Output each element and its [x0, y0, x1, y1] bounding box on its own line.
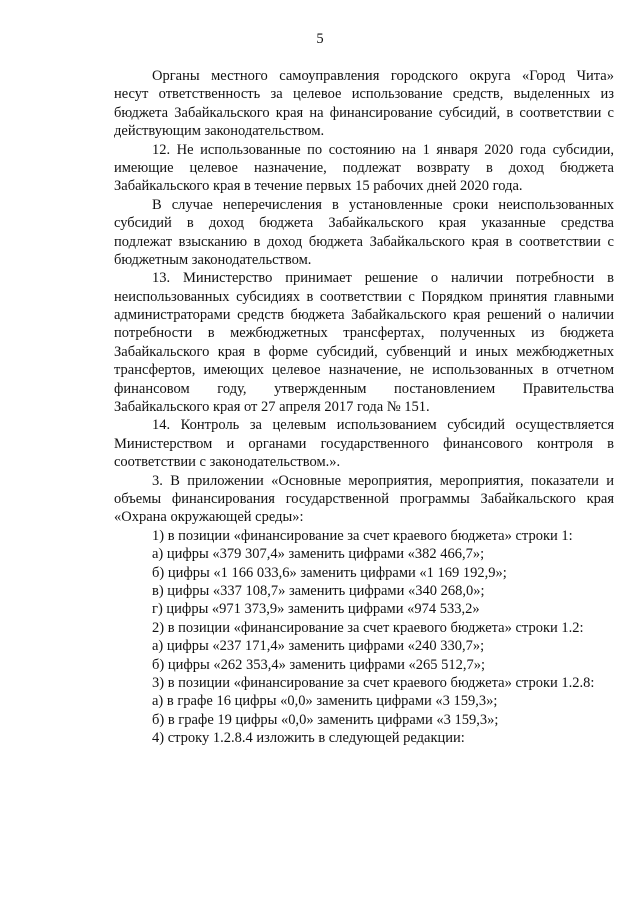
text-line: несут ответственность за целевое использование средств, выделенных из [114, 86, 614, 103]
text-line: 3. В приложении «Основные мероприятия, мероприятия, показатели и [152, 472, 614, 489]
text-line: трансфертов, имеющих целевое назначение, не использованных в отчетном [114, 362, 614, 379]
text-line: неиспользованных субсидиях в соответствии с Порядком принятия главными [114, 288, 614, 305]
text-line: Забайкальского края в форме субсидий, субвенций и иных межбюджетных [114, 343, 614, 360]
text-line: а) цифры «237 171,4» заменить цифрами «240 330,7»; [152, 638, 485, 655]
text-line: субсидий в доход бюджета Забайкальского края указанные средства [114, 215, 614, 232]
text-line: бюджета Забайкальского края на финансирование субсидий, в соответствии с [114, 104, 614, 121]
text-line: 14. Контроль за целевым использованием субсидий осуществляется [152, 417, 614, 434]
text-line: а) цифры «379 307,4» заменить цифрами «382 466,7»; [152, 546, 485, 563]
text-line: 12. Не использованные по состоянию на 1 января 2020 года субсидии, [152, 141, 614, 158]
text-line: подлежат взысканию в доход бюджета Забайкальского края в соответствии с [114, 233, 614, 250]
text-line: 2) в позиции «финансирование за счет краевого бюджета» строки 1.2: [152, 619, 584, 636]
text-line: 3) в позиции «финансирование за счет краевого бюджета» строки 1.2.8: [152, 674, 595, 691]
text-line: б) цифры «1 166 033,6» заменить цифрами «1 169 192,9»; [152, 564, 507, 581]
text-line: бюджетным законодательством. [114, 251, 312, 268]
text-line: б) цифры «262 353,4» заменить цифрами «265 512,7»; [152, 656, 486, 673]
text-line: объемы финансирования государственной программы Забайкальского края [114, 490, 614, 507]
text-line: в) цифры «337 108,7» заменить цифрами «340 268,0»; [152, 582, 485, 599]
text-line: г) цифры «971 373,9» заменить цифрами «974 533,2» [152, 601, 480, 618]
text-line: а) в графе 16 цифры «0,0» заменить цифрами «3 159,3»; [152, 693, 498, 710]
document-body [114, 67, 614, 747]
text-line: администраторами средств бюджета Забайкальского края решений о наличии [114, 307, 614, 324]
text-line: Забайкальского края от 27 апреля 2017 года № 151. [114, 399, 430, 416]
text-line: имеющие целевое назначение, подлежат возврату в доход бюджета [114, 159, 614, 176]
text-line: действующим законодательством. [114, 123, 325, 140]
text-line: Забайкальского края в течение первых 15 рабочих дней 2020 года. [114, 178, 523, 195]
text-line: Министерством и органами государственного финансового контроля в [114, 435, 614, 452]
text-line: 13. Министерство принимает решение о наличии потребности в [152, 270, 614, 287]
text-line: соответствии с законодательством.». [114, 454, 341, 471]
text-line: Органы местного самоуправления городского округа «Город Чита» [152, 68, 614, 84]
page-number: 5 [316, 31, 324, 47]
text-line: 1) в позиции «финансирование за счет краевого бюджета» строки 1: [152, 527, 573, 544]
text-line: 4) строку 1.2.8.4 изложить в следующей редакции: [152, 730, 465, 747]
text-line: б) в графе 19 цифры «0,0» заменить цифрами «3 159,3»; [152, 711, 499, 728]
text-line: финансовом году, утвержденным постановлением Правительства [114, 380, 614, 397]
text-line: «Охрана окружающей среды»: [114, 509, 304, 526]
text-line: В случае неперечисления в установленные сроки неиспользованных [152, 196, 614, 213]
text-line: потребности в межбюджетных трансфертах, полученных из бюджета [114, 325, 614, 342]
